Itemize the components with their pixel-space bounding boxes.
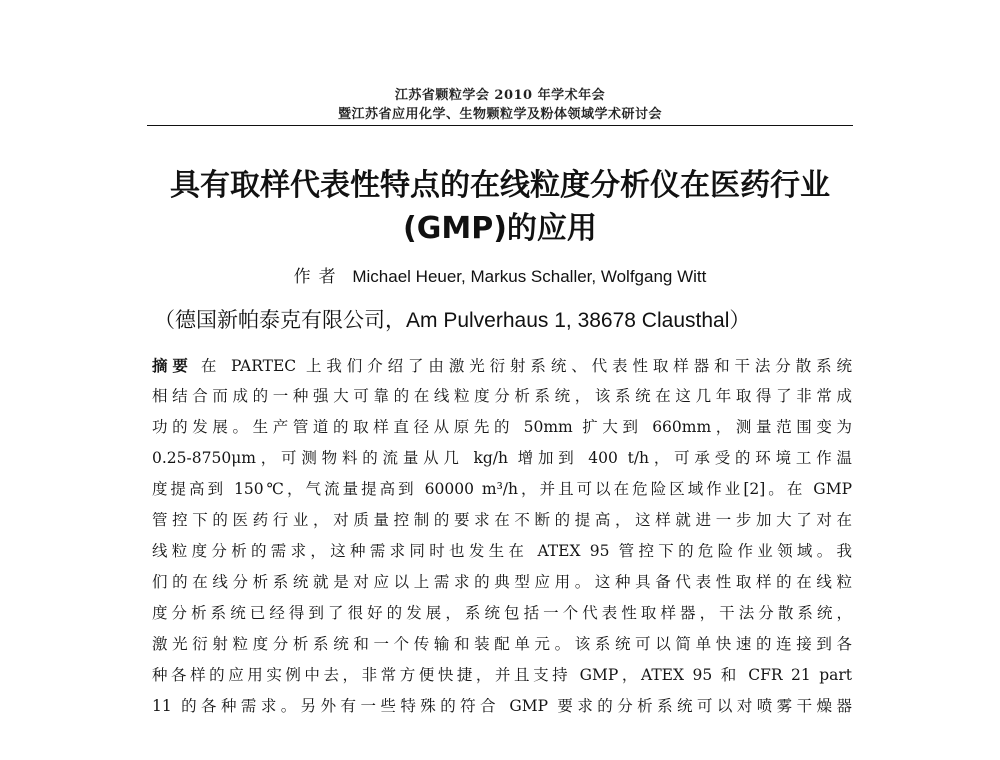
affiliation: （德国新帕泰克有限公司，Am Pulverhaus 1, 38678 Clausthal） <box>154 309 751 332</box>
abstract-line: 功的发展。生产管道的取样直径从原先的 50mm 扩大到 660mm，测量范围变为 <box>152 418 852 436</box>
abstract-line: 相结合而成的一种强大可靠的在线粒度分析系统，该系统在这几年取得了非常成 <box>152 387 852 405</box>
abstract-line: 0.25-8750μm，可测物料的流量从几 kg/h 增加到 400 t/h，可承受的环境工作温 <box>152 449 852 467</box>
conference-header-line-2: 暨江苏省应用化学、生物颗粒学及粉体领域学术研讨会 <box>337 107 662 122</box>
author-names: Michael Heuer, Markus Schaller, Wolfgang Witt <box>352 267 707 286</box>
paper-title-line-1: 具有取样代表性特点的在线粒度分析仪在医药行业 <box>170 168 830 203</box>
abstract-line: 度提高到 150℃，气流量提高到 60000 m³/h，并且可以在危险区域作业[2]。在 GMP <box>152 480 852 498</box>
conference-header-line-1: 江苏省颗粒学会 2010 年学术年会 <box>394 88 606 103</box>
abstract-label: 摘要 <box>152 356 193 375</box>
abstract-line: 管控下的医药行业，对质量控制的要求在不断的提高，这样就进一步加大了对在 <box>152 511 852 529</box>
abstract-line: 激光衍射粒度分析系统和一个传输和装配单元。该系统可以简单快速的连接到各 <box>152 635 852 653</box>
abstract <box>152 350 852 722</box>
abstract-line: 度分析系统已经得到了很好的发展，系统包括一个代表性取样器，干法分散系统， <box>152 604 852 622</box>
author-line <box>0 262 1000 287</box>
abstract-line: 种各样的应用实例中去，非常方便快捷，并且支持 GMP，ATEX 95 和 CFR 21 part <box>152 666 852 684</box>
abstract-line: 线粒度分析的需求，这种需求同时也发生在 ATEX 95 管控下的危险作业领域。我 <box>152 542 852 560</box>
abstract-line: 11 的各种需求。另外有一些特殊的符合 GMP 要求的分析系统可以对喷雾干燥器 <box>152 697 852 715</box>
header-rule <box>147 125 853 126</box>
paper-title-line-2: (GMP)的应用 <box>403 211 597 246</box>
abstract-line: 们的在线分析系统就是对应以上需求的典型应用。这种具备代表性取样的在线粒 <box>152 573 852 591</box>
author-label: 作者 <box>293 267 344 287</box>
abstract-line-text: 在 PARTEC 上我们介绍了由激光衍射系统、代表性取样器和干法分散系统 <box>200 357 852 375</box>
abstract-line <box>152 350 852 381</box>
